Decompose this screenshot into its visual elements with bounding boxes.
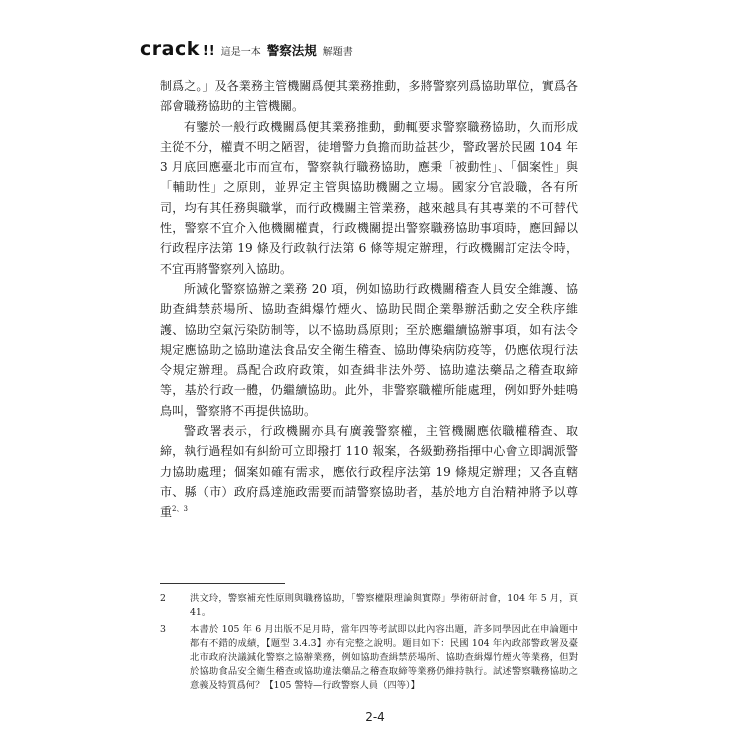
footnote-item: [160, 623, 578, 693]
footnote-text: 洪文玲，警察補充性原則與職務協助，「警察權限理論與實際」學術研討會，104 年 5 月，頁 41。: [190, 593, 578, 618]
footnote-number: 2: [160, 593, 166, 604]
footnote-text: 本書於 105 年 6 月出版不足月時，當年四等考試即以此內容出題，許多同學因此在申論題中都有不錯的成績，【題型 3.4.3】亦有完整之說明。題目如下：民國 104 年內政部警政署及臺北市政府決議減化警察之協辦業務，例如協助查緝禁菸場所、協助查緝爆竹煙火等業務，但對於協助食品安全衛生稽查或協助違法藥品之稽查取締等業務仍維持執行。試述警察職務協助之意義及特質爲何？【105 警特—行政警察人員（四等）】: [190, 624, 578, 691]
series-title-prefix: 這是一本: [220, 47, 261, 58]
paragraph-2: 有鑒於一般行政機關爲便其業務推動，動輒要求警察職務協助，久而形成主從不分，權責不明之陋習，徒增警力負擔而助益甚少，警政署於民國 104 年 3 月底回應臺北市而宣布，警察執行職務協助，應秉「被動性」、「個案性」與「輔助性」之原則，並界定主管與協助機關之立場。國家分官設職，各有所司，均有其任務與職掌，而行政機關主管業務，越來越具有其專業的不可替代性，警察不宜介入他機關權責，行政機關提出警察職務協助事項時，應回歸以行政程序法第 19 條及行政執行法第 6 條等規定辦理，行政機關訂定法令時，不宜再將警察列入協助。: [160, 119, 578, 276]
main-body-text: [160, 76, 578, 523]
footnote-divider: [160, 583, 285, 584]
page-number: 2-4: [365, 710, 385, 724]
brand-logo-mark: !!: [202, 44, 215, 59]
brand-logo: crack: [140, 38, 200, 60]
paragraph-3: 所減化警察協辦之業務 20 項，例如協助行政機關稽查人員安全維護、協助查緝禁菸場所、協助查緝爆竹煙火、協助民間企業舉辦活動之安全秩序維護、協助空氣污染防制等，以不協助爲原則；至於應繼續協辦事項，如有法令規定應協助之協助違法食品安全衛生稽查、協助傳染病防疫等，仍應依現行法令規定辦理。爲配合政府政策，如查緝非法外勞、協助違法藥品之稽查取締等，基於行政一體，仍繼續協助。此外，非警察職權所能處理，例如野外蛙鳴鳥叫，警察將不再提供協助。: [160, 281, 578, 418]
series-title-main: 警察法規: [266, 43, 317, 58]
series-title-suffix: 解題書: [322, 47, 353, 58]
paragraph-1: 制爲之。」及各業務主管機關爲便其業務推動，多將警察列爲協助單位，實爲各部會職務協助的主管機關。: [160, 79, 578, 114]
footnotes: [160, 592, 578, 693]
footnote-item: [160, 592, 578, 620]
footnote-number: 3: [160, 624, 166, 635]
paragraph-4: [160, 421, 578, 522]
footnote-reference: 2、3: [172, 505, 188, 514]
running-header: [140, 38, 353, 60]
paragraph-4-text: 警政署表示，行政機關亦具有廣義警察權，主管機關應依職權稽查、取締，執行過程如有糾紛可立即撥打 110 報案，各級勤務指揮中心會立即調派警力協助處理；個案如確有需求，應依行政程序法第 19 條規定辦理；又各直轄市、縣（市）政府爲達施政需要而請警察協助者，基於地方自治精神將予以尊重: [160, 424, 578, 520]
